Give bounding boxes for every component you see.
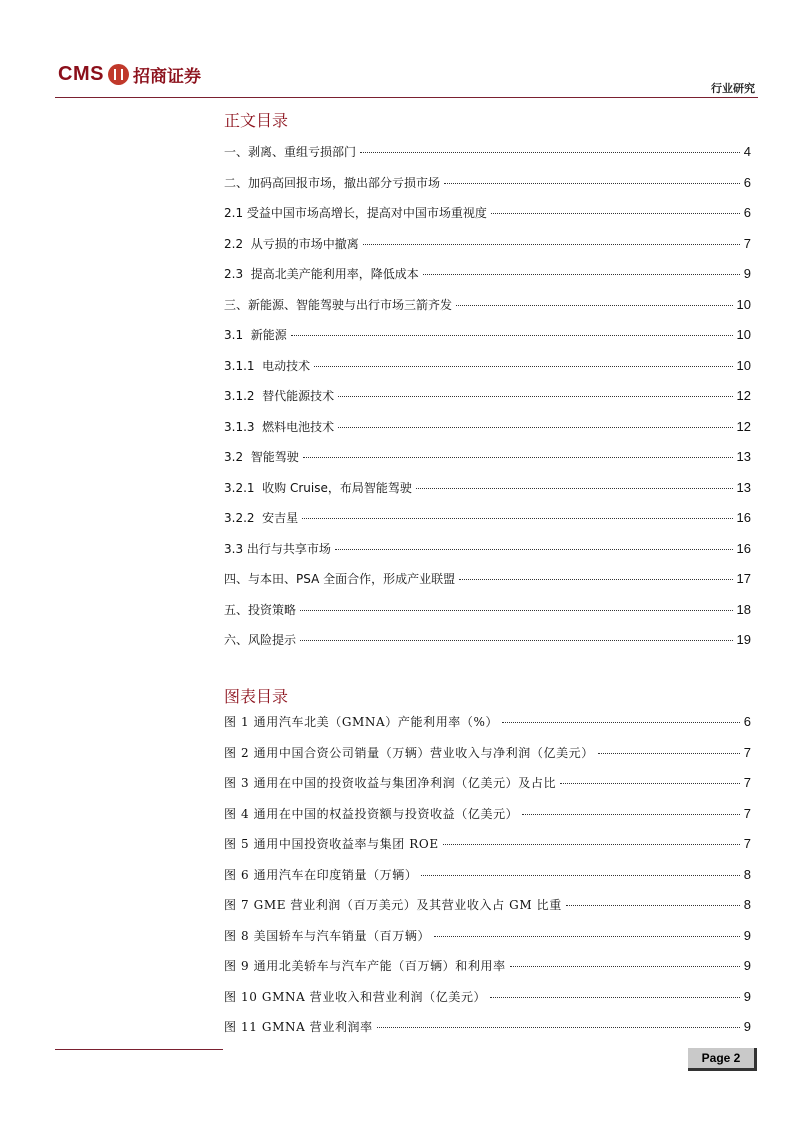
toc-entry[interactable] <box>224 418 751 449</box>
page-number-badge: Page 2 <box>688 1048 757 1071</box>
logo-company-name: 招商证券 <box>132 67 201 87</box>
dot-leader <box>360 152 740 153</box>
toc-entry-label: 3.1 新能源 <box>224 328 287 342</box>
figure-entry-page-number: 6 <box>743 714 751 729</box>
toc-entry[interactable] <box>224 265 751 296</box>
dot-leader <box>423 274 740 275</box>
toc-entry-label: 2.1 受益中国市场高增长，提高对中国市场重视度 <box>224 206 487 220</box>
figure-entry[interactable] <box>224 713 751 744</box>
logo-abbr: CMS <box>58 63 104 85</box>
toc-entry-page-number: 16 <box>736 540 751 556</box>
dot-leader <box>566 905 740 906</box>
company-logo <box>58 62 201 87</box>
figures-list <box>224 713 751 1049</box>
toc-entry-page-number: 13 <box>736 479 751 495</box>
figure-entry[interactable] <box>224 774 751 805</box>
toc-entry[interactable] <box>224 509 751 540</box>
toc-entry-page-number: 7 <box>743 235 751 251</box>
figure-entry-page-number: 7 <box>743 805 751 821</box>
toc-entry-page-number: 13 <box>736 449 751 464</box>
dot-leader <box>335 549 733 550</box>
toc-entry-page-number: 12 <box>736 388 751 403</box>
header-divider <box>55 97 758 98</box>
dot-leader <box>314 366 732 367</box>
logo-emblem-icon <box>108 64 129 85</box>
dot-leader <box>300 610 733 611</box>
toc-entry[interactable] <box>224 387 751 418</box>
toc-entry-page-number: 9 <box>743 266 751 281</box>
figure-entry-page-number: 7 <box>743 744 751 760</box>
figure-entry-label: 图 1 通用汽车北美（GMNA）产能利用率（%） <box>224 715 499 729</box>
figure-entry-label: 图 4 通用在中国的权益投资额与投资收益（亿美元） <box>224 806 519 821</box>
dot-leader <box>491 213 740 214</box>
toc-entry-label: 六、风险提示 <box>224 633 297 647</box>
figure-entry-page-number: 9 <box>743 927 751 943</box>
toc-entry-label: 五、投资策略 <box>224 602 297 617</box>
toc-title: 正文目录 <box>224 111 289 130</box>
figure-entry[interactable] <box>224 744 751 775</box>
dot-leader <box>300 640 733 641</box>
figure-entry-label: 图 7 GME 营业利润（百万美元）及其营业收入占 GM 比重 <box>224 898 562 912</box>
toc-entry-page-number: 10 <box>736 357 751 373</box>
figures-title: 图表目录 <box>224 687 289 706</box>
figure-entry-label: 图 9 通用北美轿车与汽车产能（百万辆）和利用率 <box>224 959 506 973</box>
figure-entry[interactable] <box>224 896 751 927</box>
toc-entry[interactable] <box>224 631 751 662</box>
figure-entry[interactable] <box>224 805 751 836</box>
dot-leader <box>291 335 733 336</box>
dot-leader <box>510 966 740 967</box>
footer-divider <box>55 1049 223 1050</box>
toc-entry[interactable] <box>224 540 751 571</box>
figure-entry-page-number: 7 <box>743 836 751 851</box>
toc-entry-page-number: 4 <box>743 144 751 159</box>
figure-entry-page-number: 9 <box>743 958 751 973</box>
dot-leader <box>363 244 740 245</box>
dot-leader <box>303 457 733 458</box>
toc-entry-label: 3.2.2 安吉星 <box>224 511 299 525</box>
toc-entry[interactable] <box>224 296 751 327</box>
dot-leader <box>338 427 732 428</box>
dot-leader <box>490 997 740 998</box>
figure-entry-page-number: 7 <box>743 775 751 790</box>
toc-entry-label: 三、新能源、智能驾驶与出行市场三箭齐发 <box>224 297 453 312</box>
figure-entry[interactable] <box>224 927 751 958</box>
figure-entry[interactable] <box>224 1018 751 1049</box>
toc-entry[interactable] <box>224 601 751 632</box>
report-type-label: 行业研究 <box>711 82 755 95</box>
toc-entry-page-number: 19 <box>736 632 751 647</box>
figure-entry[interactable] <box>224 866 751 897</box>
toc-entry[interactable] <box>224 448 751 479</box>
dot-leader <box>377 1027 740 1028</box>
dot-leader <box>338 396 732 397</box>
toc-entry[interactable] <box>224 143 751 174</box>
toc-entry[interactable] <box>224 204 751 235</box>
toc-entry[interactable] <box>224 570 751 601</box>
figure-entry-label: 图 3 通用在中国的投资收益与集团净利润（亿美元）及占比 <box>224 776 557 790</box>
toc-entry[interactable] <box>224 174 751 205</box>
figure-entry-page-number: 9 <box>743 988 751 1004</box>
toc-entry-label: 2.3 提高北美产能利用率，降低成本 <box>224 267 419 281</box>
toc-entry-page-number: 12 <box>736 418 751 434</box>
figure-entry-page-number: 8 <box>743 897 751 912</box>
figure-entry-page-number: 9 <box>743 1019 751 1034</box>
toc-entry[interactable] <box>224 235 751 266</box>
toc-list <box>224 143 751 662</box>
figure-entry[interactable] <box>224 957 751 988</box>
figure-entry-page-number: 8 <box>743 866 751 882</box>
figure-entry[interactable] <box>224 835 751 866</box>
dot-leader <box>598 753 740 754</box>
toc-entry-label: 3.1.3 燃料电池技术 <box>224 419 335 434</box>
toc-entry-label: 3.2.1 收购 Cruise，布局智能驾驶 <box>224 480 412 495</box>
toc-entry-page-number: 6 <box>743 174 751 190</box>
toc-entry-label: 3.1.1 电动技术 <box>224 358 311 373</box>
dot-leader <box>459 579 732 580</box>
toc-entry-label: 2.2 从亏损的市场中撤离 <box>224 236 359 251</box>
dot-leader <box>443 844 740 845</box>
figure-entry-label: 图 5 通用中国投资收益率与集团 ROE <box>224 837 439 851</box>
toc-entry-page-number: 10 <box>736 296 751 312</box>
figure-entry-label: 图 8 美国轿车与汽车销量（百万辆） <box>224 928 431 943</box>
toc-entry-page-number: 6 <box>743 205 751 220</box>
toc-entry[interactable] <box>224 357 751 388</box>
toc-entry-label: 3.1.2 替代能源技术 <box>224 389 335 403</box>
dot-leader <box>302 518 732 519</box>
toc-entry-label: 3.3 出行与共享市场 <box>224 541 331 556</box>
figure-entry[interactable] <box>224 988 751 1019</box>
toc-entry-page-number: 18 <box>736 601 751 617</box>
dot-leader <box>560 783 740 784</box>
toc-entry-label: 3.2 智能驾驶 <box>224 450 299 464</box>
dot-leader <box>444 183 740 184</box>
figure-entry-label: 图 6 通用汽车在印度销量（万辆） <box>224 867 418 882</box>
figure-entry-label: 图 11 GMNA 营业利润率 <box>224 1020 373 1034</box>
dot-leader <box>522 814 740 815</box>
toc-entry-label: 二、加码高回报市场，撤出部分亏损市场 <box>224 175 441 190</box>
dot-leader <box>456 305 733 306</box>
toc-entry-page-number: 16 <box>736 510 751 525</box>
toc-entry-label: 一、剥离、重组亏损部门 <box>224 145 357 159</box>
toc-entry-page-number: 17 <box>736 571 751 586</box>
dot-leader <box>502 722 740 723</box>
toc-entry[interactable] <box>224 326 751 357</box>
figure-entry-label: 图 2 通用中国合资公司销量（万辆）营业收入与净利润（亿美元） <box>224 745 594 760</box>
dot-leader <box>434 936 740 937</box>
dot-leader <box>421 875 739 876</box>
toc-entry-page-number: 10 <box>736 327 751 342</box>
toc-entry[interactable] <box>224 479 751 510</box>
dot-leader <box>416 488 733 489</box>
figure-entry-label: 图 10 GMNA 营业收入和营业利润（亿美元） <box>224 989 487 1004</box>
toc-entry-label: 四、与本田、PSA 全面合作，形成产业联盟 <box>224 572 456 586</box>
